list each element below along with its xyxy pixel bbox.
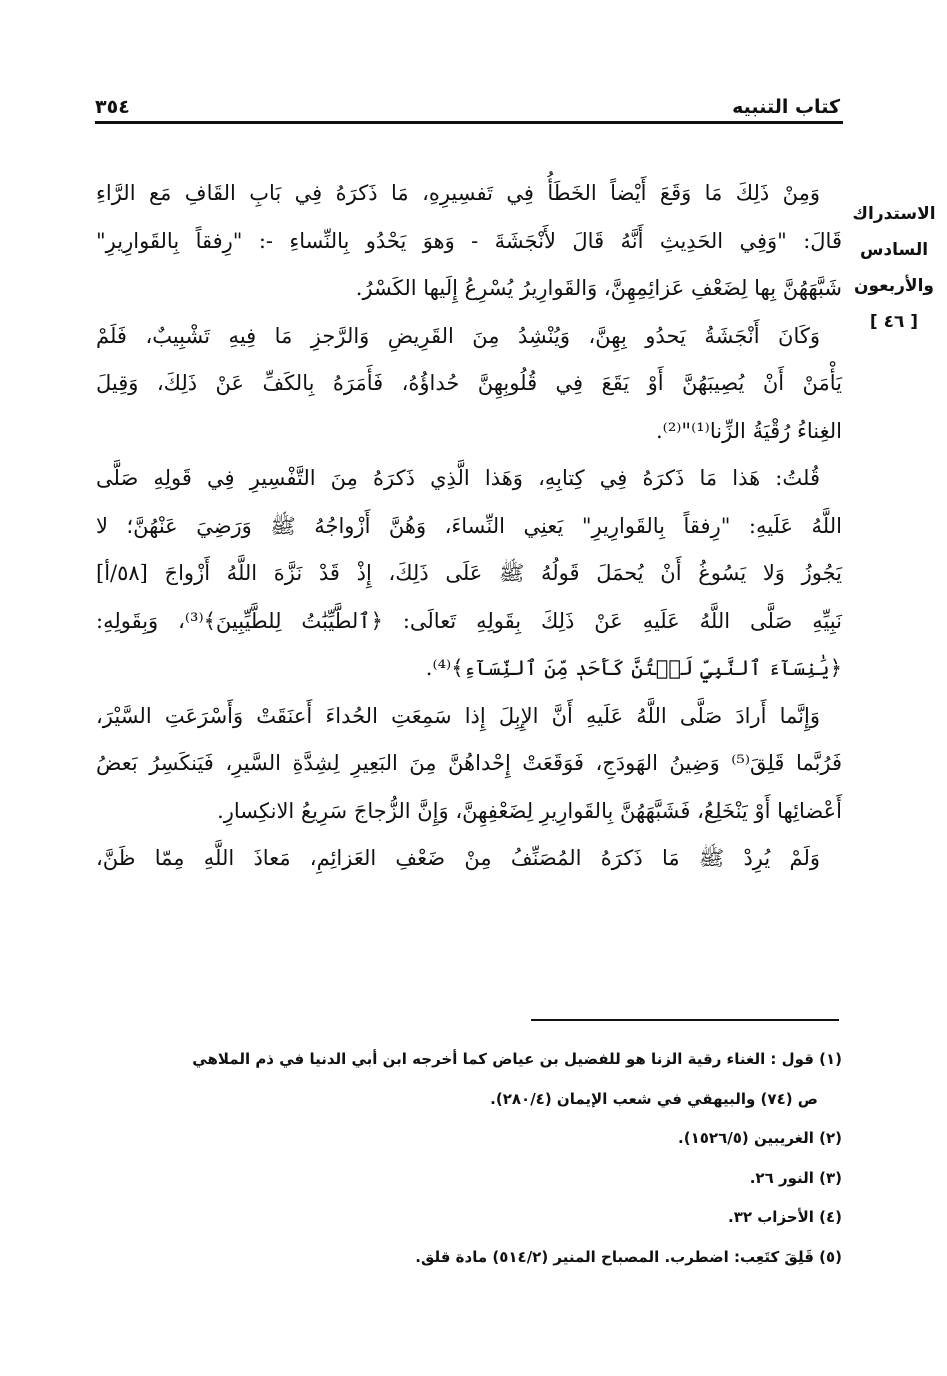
margin-note-line: الاستدراك bbox=[852, 204, 936, 224]
footnote-separator bbox=[531, 1019, 839, 1021]
text-line: فَرُبَّما قَلِقَ⁽⁵⁾ وَضِينُ الهَودَجِ، فَوَقَعَتْ إِحْداهُنَّ مِنَ البَعِيرِ لِشِدَّةِ السَّيرِ، فَيَنكَسِرُ بَعضُ bbox=[96, 751, 842, 775]
running-header bbox=[95, 82, 840, 118]
main-text bbox=[96, 170, 842, 883]
margin-note bbox=[850, 196, 938, 340]
text-line: قُلتُ: هَذا مَا ذَكرَهُ فِي كِتابِهِ، وَهَذا الَّذِي ذَكرَهُ مِنَ التَّفْسِيرِ فِي قَولِهِ صَلَّى bbox=[96, 466, 820, 490]
footnotes bbox=[120, 1040, 842, 1277]
page-number: ٣٥٤ bbox=[95, 96, 130, 118]
text-line: الغِناءُ رُقْيَةُ الزِّنا⁽¹⁾"⁽²⁾. bbox=[656, 418, 842, 443]
text-line: يَأْمَنْ أَنْ يُصِيبَهُنَّ أَوْ يَقَعَ فِي قُلُوبِهِنَّ حُداؤُهُ، فَأَمَرَهُ بِالكَفِّ عَنْ ذَلِكَ، وَقِيلَ bbox=[96, 371, 842, 395]
footnote: (١) قول : الغناء رقية الزنا هو للفضيل بن عياض كما أخرجه ابن أبي الدنيا في ذم الملاهي bbox=[192, 1050, 842, 1068]
text-line: وَإِنَّما أَرادَ صَلَّى اللَّهُ عَلَيهِ أَنَّ الإِبِلَ إِذا سَمِعَتِ الحُداءَ أَعنَقَتْ وَأَسْرَعَتِ السَّيْرَ، bbox=[96, 703, 820, 728]
text-line: ﴿يَٰنِسَآءَ ٱلنَّبِيِّ لَسۡتُنَّ كَأَحَدٖ مِّنَ ٱلنِّسَآءِ﴾⁽⁴⁾. bbox=[425, 656, 842, 680]
text-line: أَعْضائِها أَوْ يَنْخَلِعُ، فَشَبَّهَهُنَّ بِالقَوارِيرِ لِضَعْفِهِنَّ، وَإِنَّ الزُّجاجَ سَرِيعُ الانكِسارِ. bbox=[217, 798, 842, 823]
text-line: وَلَمْ يُرِدْ ﷺ مَا ذَكرَهُ المُصَنِّفُ مِنْ ضَعْفِ العَزائِمِ، مَعاذَ اللَّهِ مِمّا ظَنَّ، bbox=[96, 846, 820, 870]
margin-note-line: السادس bbox=[859, 240, 929, 260]
footnote-continuation: ص (٧٤) والبيهقي في شعب الإيمان (٢٨٠/٤). bbox=[490, 1089, 818, 1108]
text-line: اللَّهُ عَلَيهِ: "رِفقاً بِالقَوارِيرِ" يَعنِي النِّساءَ، وَهُنَّ أَزْواجُهُ ﷺ وَرَضِيَ عَنْهُنَّ؛ لا bbox=[96, 513, 842, 538]
footnote: (٢) الغريبين (١٥٢٦/٥). bbox=[678, 1129, 842, 1147]
text-line: قَالَ: "وَفِي الحَدِيثِ أَنَّهُ قَالَ لأَنْجَشَةَ - وَهوَ يَحْدُو بِالنِّساءِ -: "رِفقاً بِالقَوارِيرِ" bbox=[96, 228, 842, 253]
paragraph bbox=[96, 835, 842, 883]
book-title: كتاب التنبيه bbox=[732, 96, 840, 118]
text-line: شَبَّهَهُنَّ بِها لِضَعْفِ عَزائِمِهِنَّ، وَالقَوارِيرُ يُسْرِعُ إِلَيها الكَسْرُ. bbox=[355, 276, 842, 300]
text-line: يَجُوزُ وَلا يَسُوغُ أَنْ يُحمَلَ قَولُهُ ﷺ عَلَى ذَلِكَ، إِذْ قَدْ نَزَّهَ اللَّهُ أَزْواجَ [٥٨/أ] bbox=[96, 561, 842, 585]
text-line: وَكَانَ أَنْجَشَةُ يَحدُو بِهِنَّ، وَيُنْشِدُ مِنَ القَرِيضِ وَالرَّجزِ مَا فِيهِ تَشْبِيبٌ، فَلَمْ bbox=[96, 323, 820, 348]
header-rule bbox=[95, 121, 843, 124]
paragraph bbox=[96, 170, 842, 313]
margin-note-line: والأربعون bbox=[854, 276, 934, 296]
paragraph bbox=[96, 693, 842, 836]
footnote: (٣) النور ٢٦. bbox=[749, 1168, 842, 1187]
footnote: (٥) قَلِقَ كتَعِب: اضطرب. المصباح المنير (٥١٤/٢) مادة قلق. bbox=[415, 1247, 842, 1266]
paragraph bbox=[96, 455, 842, 693]
text-line: نَبِيِّهِ صَلَّى اللَّهُ عَلَيهِ عَنْ ذَلِكَ بِقَولِهِ تَعالَى: ﴿ٱلطَّيِّبَٰتُ لِلطَّيِّبِينَ﴾⁽³⁾، وَبِقَولِهِ: bbox=[96, 608, 842, 633]
footnote: (٤) الأحزاب ٣٢. bbox=[728, 1208, 842, 1226]
margin-note-number: [ ٤٦ ] bbox=[869, 312, 919, 332]
paragraph bbox=[96, 313, 842, 456]
text-line: وَمِنْ ذَلِكَ مَا وَقَعَ أَيْضاً الخَطَأُ فِي تَفسِيرِهِ، مَا ذَكرَهُ فِي بَابِ القَافِ مَع الرَّاءِ bbox=[96, 181, 820, 205]
